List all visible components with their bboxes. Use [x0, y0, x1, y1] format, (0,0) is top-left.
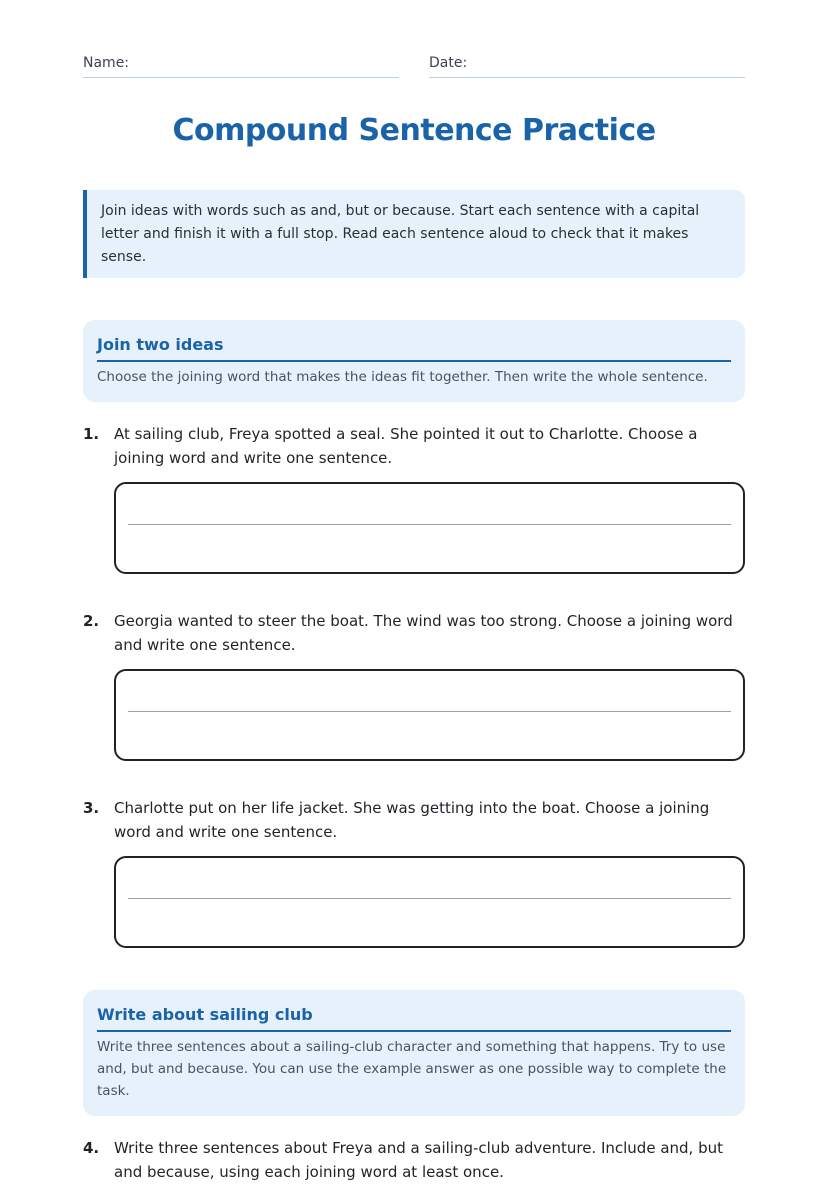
section-title: Join two ideas [97, 334, 731, 362]
section-title: Write about sailing club [97, 1004, 731, 1032]
writing-line [128, 524, 731, 525]
header-fields [83, 52, 745, 78]
name-label: Name: [83, 55, 130, 71]
answer-box-3[interactable] [114, 856, 745, 948]
date-label: Date: [429, 55, 468, 71]
question-number: 3. [83, 799, 100, 817]
section-write-about-sailing-club [83, 990, 745, 1116]
writing-line [128, 711, 731, 712]
section-description: Write three sentences about a sailing-club character and something that happens. Try to use and, but and because. You can use the example answer as one possible way to complete the task. [97, 1039, 727, 1099]
name-field[interactable] [83, 52, 399, 78]
writing-line [128, 898, 731, 899]
question-number: 1. [83, 425, 100, 443]
page-title: Compound Sentence Practice [172, 113, 656, 148]
question-text: Georgia wanted to steer the boat. The wind was too strong. Choose a joining word and write one sentence. [114, 612, 733, 654]
question-number: 2. [83, 612, 100, 630]
question-text: At sailing club, Freya spotted a seal. She pointed it out to Charlotte. Choose a joining word and write one sentence. [114, 425, 698, 467]
question-text: Write three sentences about Freya and a sailing-club adventure. Include and, but and because, using each joining word at least once. [114, 1139, 723, 1181]
question-text: Charlotte put on her life jacket. She was getting into the boat. Choose a joining word and write one sentence. [114, 799, 710, 841]
date-field[interactable] [429, 52, 745, 78]
answer-box-1[interactable] [114, 482, 745, 574]
instructions-callout: Join ideas with words such as and, but or because. Start each sentence with a capital letter and finish it with a full stop. Read each sentence aloud to check that it makes sense. [83, 190, 745, 278]
question-number: 4. [83, 1139, 100, 1157]
section-description: Choose the joining word that makes the ideas fit together. Then write the whole sentence. [97, 369, 708, 385]
section-join-two-ideas [83, 320, 745, 402]
answer-box-2[interactable] [114, 669, 745, 761]
